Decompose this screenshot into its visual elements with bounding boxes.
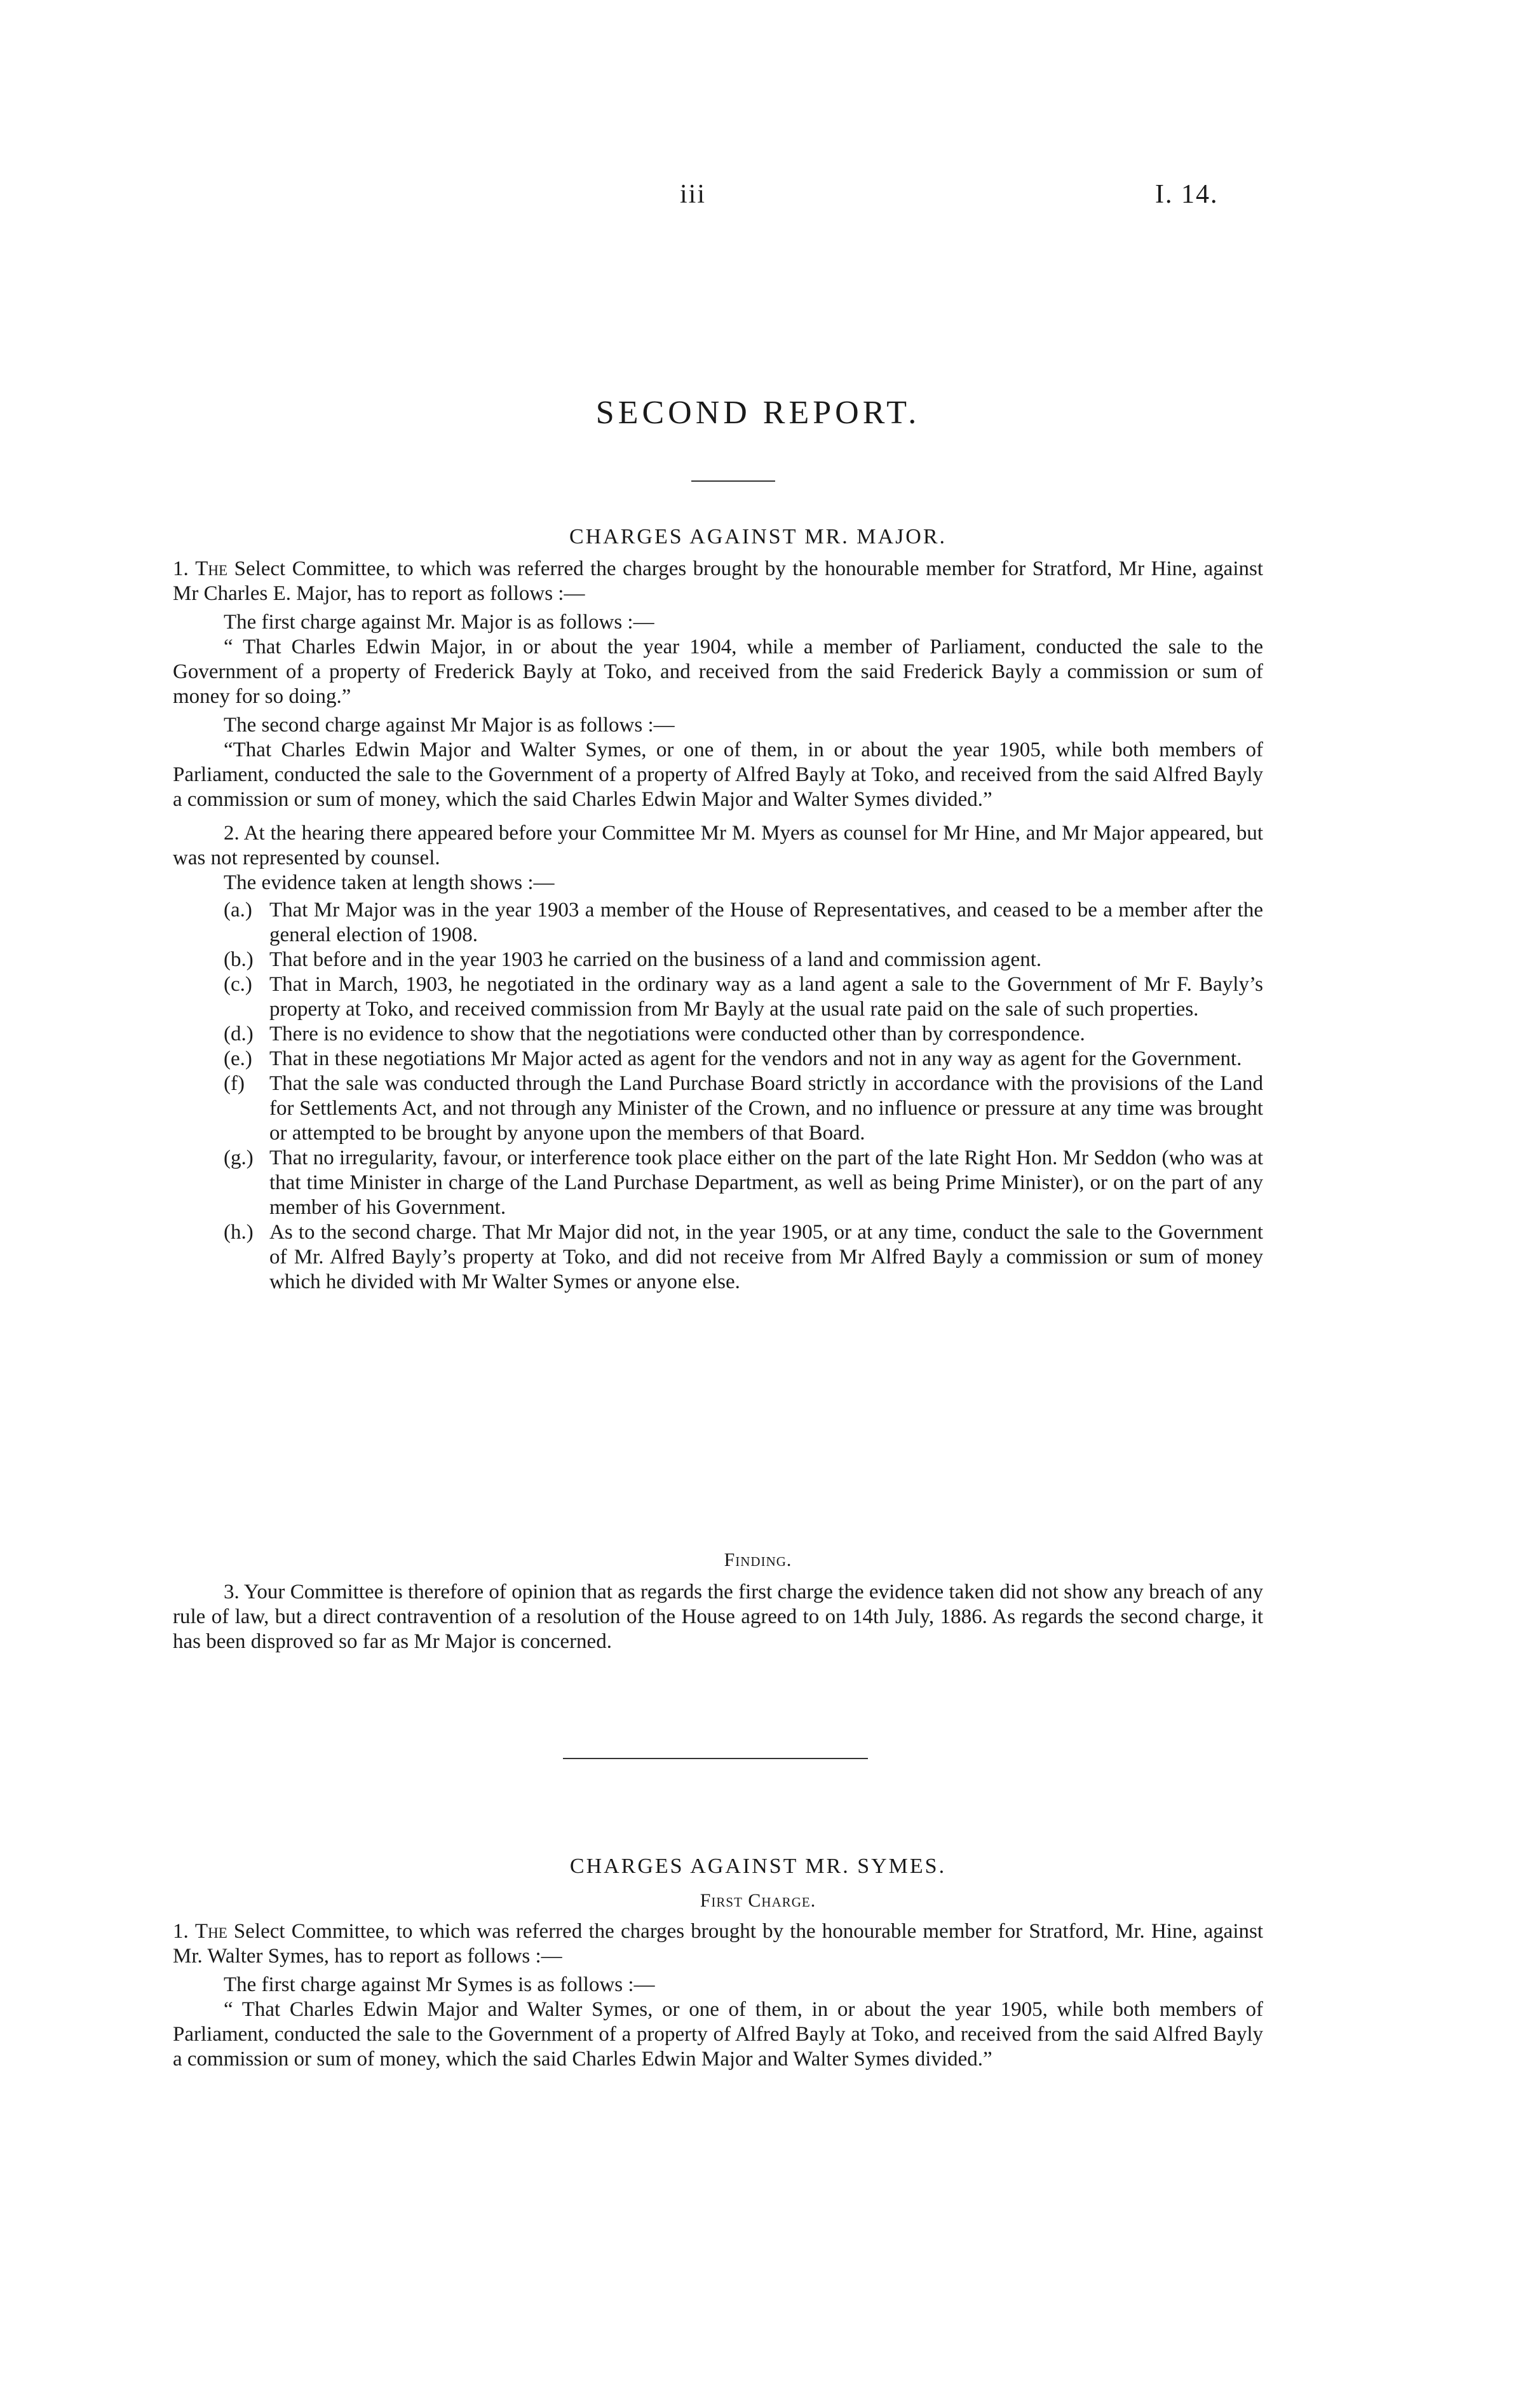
- item-text: That in these negotiations Mr Major acted as agent for the vendors and not in any way as agent for the Government.: [269, 1047, 1242, 1070]
- document-code: I. 14.: [1155, 180, 1219, 209]
- opening-word: The: [194, 1920, 227, 1943]
- para-number: 1.: [173, 557, 196, 580]
- symes-first-charge-quote: “ That Charles Edwin Major and Walter Symes, or one of them, in or about the year 1905, while both members of Parliament, conducted the sale to the Government of a property of Alfred Bayly at Toko, and received from the said Alfred Bayly a commission or sum of money, which the said Charles Edwin Major and Walter Symes divided.”: [173, 1998, 1263, 2071]
- report-title: SECOND REPORT.: [595, 395, 921, 431]
- section-divider: [563, 1758, 868, 1759]
- evidence-item: [173, 1146, 1263, 1220]
- para-text: Select Committee, to which was referred the charges brought by the honourable member for Stratford, Mr. Hine, against Mr. Walter Symes, has to report as follows :—: [173, 1920, 1264, 1968]
- symes-para-1: [173, 1919, 1263, 1969]
- item-label: (g.): [224, 1146, 254, 1169]
- item-text: That the sale was conducted through the Land Purchase Board strictly in accordance with the provisions of the Land for Settlements Act, and not through any Minister of the Crown, and no influence or pressure at any time was brought or attempted to be brought by anyone upon the members of that Board.: [269, 1072, 1263, 1145]
- symes-first-charge-intro: The first charge against Mr Symes is as follows :—: [224, 1973, 655, 1996]
- page-header: [0, 179, 1516, 217]
- para-text: Select Committee, to which was referred the charges brought by the honourable member for Stratford, Mr Hine, against Mr Charles E. Major, has to report as follows :—: [173, 557, 1264, 605]
- evidence-item: [173, 1047, 1263, 1071]
- evidence-item: [173, 1220, 1263, 1295]
- major-second-charge-quote: “That Charles Edwin Major and Walter Symes, or one of them, in or about the year 1905, while both members of Parliament, conducted the sale to the Government of a property of Alfred Bayly at Toko, and received from the said Alfred Bayly a commission or sum of money, which the said Charles Edwin Major and Walter Symes divided.”: [173, 738, 1263, 811]
- item-text: That no irregularity, favour, or interference took place either on the part of the late Right Hon. Mr Seddon (who was at that time Minister in charge of the Land Purchase Department, as well as being Prime Minister), or on the part of any member of his Government.: [269, 1146, 1263, 1219]
- major-section-heading: CHARGES AGAINST MR. MAJOR.: [569, 525, 947, 548]
- item-label: (c.): [224, 973, 252, 996]
- evidence-intro: The evidence taken at length shows :—: [224, 871, 555, 894]
- evidence-item: [173, 898, 1263, 948]
- item-text: That Mr Major was in the year 1903 a member of the House of Representatives, and ceased to be a member after the general election of 1908.: [269, 899, 1263, 946]
- evidence-item: [173, 972, 1263, 1022]
- item-text: As to the second charge. That Mr Major did not, in the year 1905, or at any time, conduct the sale to the Government of Mr. Alfred Bayly’s property at Toko, and did not receive from Mr Alfred Bayly a commission or sum of money which he divided with Mr Walter Symes or anyone else.: [269, 1221, 1263, 1293]
- major-para-2: 2. At the hearing there appeared before your Committee Mr M. Myers as counsel for Mr Hine, and Mr Major appeared, but was not represented by counsel.: [173, 822, 1263, 869]
- symes-first-charge-heading: First Charge.: [700, 1890, 816, 1911]
- item-text: There is no evidence to show that the negotiations were conducted other than by correspondence.: [269, 1023, 1085, 1045]
- finding-heading: Finding.: [724, 1549, 792, 1570]
- major-first-charge-intro: The first charge against Mr. Major is as follows :—: [224, 611, 654, 634]
- opening-word: The: [195, 557, 228, 580]
- item-text: That in March, 1903, he negotiated in the ordinary way as a land agent a sale to the Government of Mr F. Bayly’s property at Toko, and received commission from Mr Bayly at the usual rate paid on the sale of such properties.: [269, 973, 1263, 1021]
- item-text: That before and in the year 1903 he carried on the business of a land and commission agent.: [269, 948, 1042, 971]
- para-number: 1.: [173, 1920, 195, 1943]
- item-label: (a.): [224, 899, 252, 922]
- title-divider: [691, 480, 775, 482]
- major-section-body: [173, 557, 1263, 1295]
- major-second-charge-intro: The second charge against Mr Major is as follows :—: [224, 714, 675, 737]
- evidence-item: [173, 1071, 1263, 1146]
- evidence-item: [173, 1022, 1263, 1047]
- item-label: (d.): [224, 1023, 254, 1045]
- item-label: (f): [224, 1072, 245, 1095]
- item-label: (h.): [224, 1221, 254, 1244]
- finding-text: 3. Your Committee is therefore of opinion that as regards the first charge the evidence taken did not show any breach of any rule of law, but a direct contravention of a resolution of the House agreed to on 14th July, 1886. As regards the second charge, it has been disproved so far as Mr Major is concerned.: [173, 1581, 1263, 1653]
- symes-section-body: [173, 1919, 1263, 2072]
- finding-body: [173, 1580, 1263, 1654]
- symes-section-heading: CHARGES AGAINST MR. SYMES.: [569, 1854, 947, 1878]
- evidence-list: [173, 898, 1263, 1295]
- major-para-1: [173, 557, 1263, 606]
- item-label: (e.): [224, 1047, 252, 1070]
- page-number: iii: [680, 180, 707, 209]
- evidence-item: [173, 948, 1263, 972]
- item-label: (b.): [224, 948, 254, 971]
- major-first-charge-quote: “ That Charles Edwin Major, in or about the year 1904, while a member of Parliament, conducted the sale to the Government of a property of Frederick Bayly at Toko, and received from the said Frederick Bayly a commission or sum of money for so doing.”: [173, 636, 1263, 708]
